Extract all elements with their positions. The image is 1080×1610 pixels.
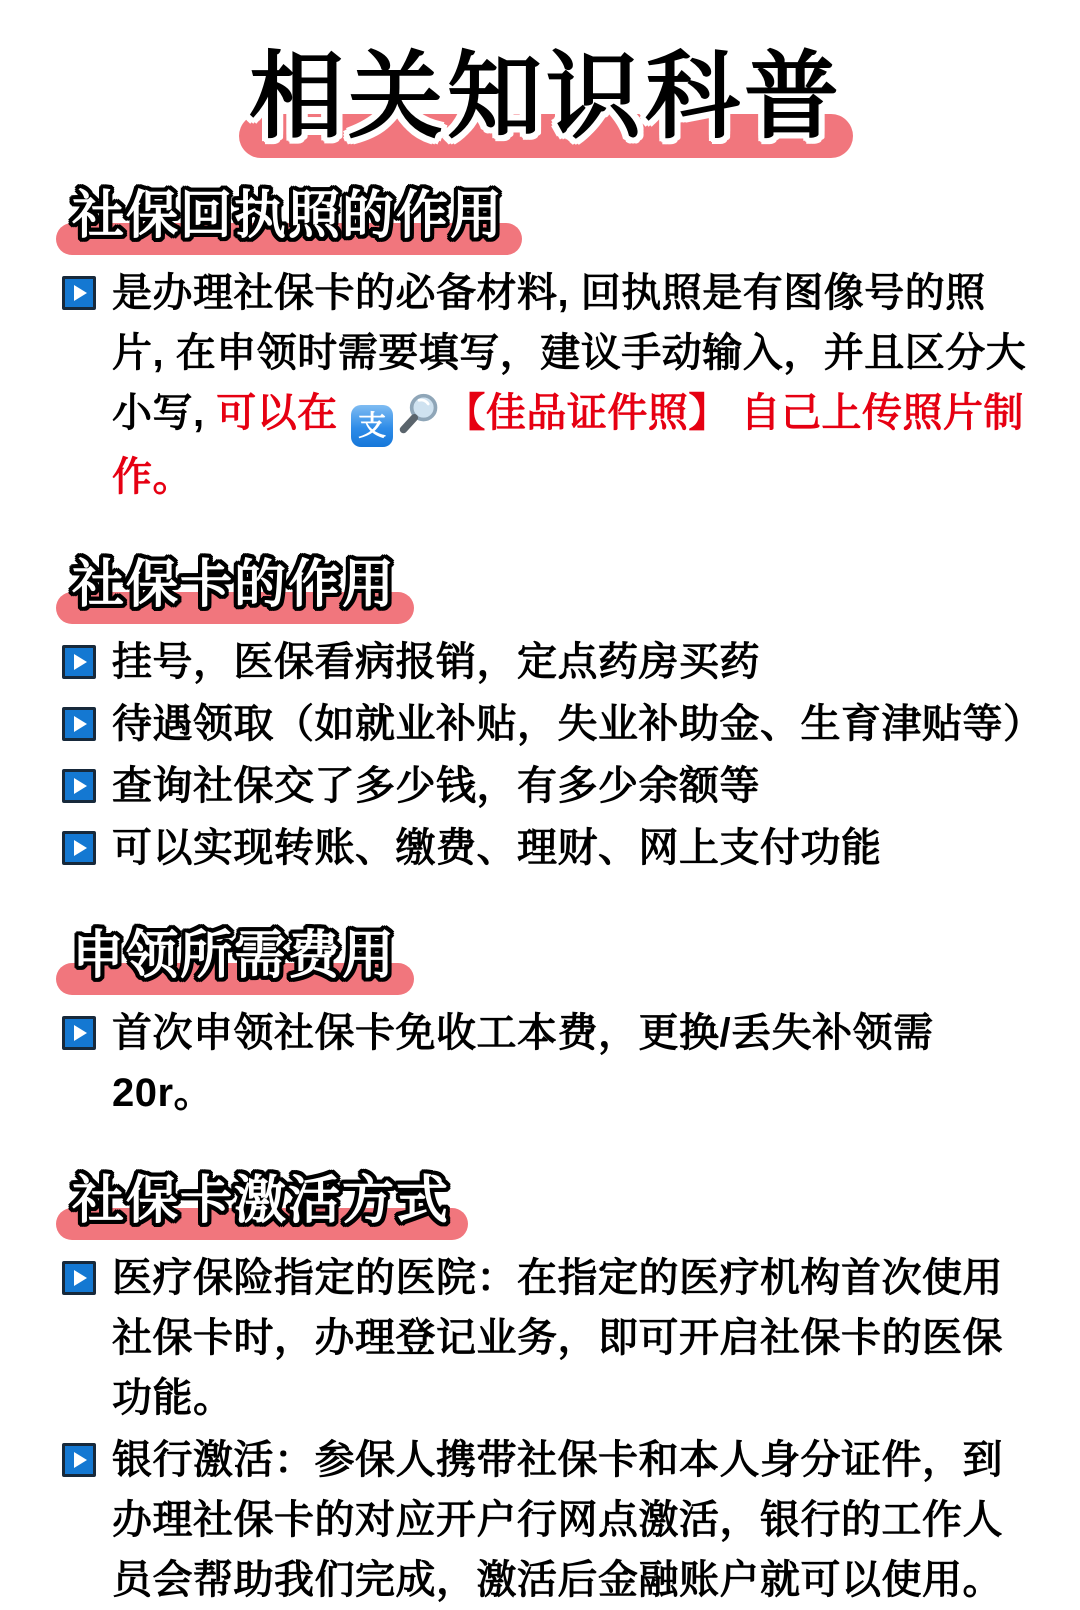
play-triangle-shape — [74, 654, 87, 670]
play-bullet-icon — [62, 769, 96, 803]
bullet-list — [60, 1003, 1032, 1123]
item-text — [112, 694, 1044, 754]
section-activation-methods — [60, 1169, 1032, 1610]
list-item — [60, 756, 1032, 816]
text-segment: 待遇领取（如就业补贴，失业补助金、生育津贴等） — [112, 701, 1044, 746]
play-triangle-shape — [74, 778, 87, 794]
play-bullet-icon — [62, 1443, 96, 1477]
title-block — [60, 36, 1032, 160]
list-item — [60, 632, 1032, 692]
list-item — [60, 263, 1032, 507]
sections-container — [60, 184, 1044, 1610]
section-heading: 社保回执照的作用 — [72, 184, 504, 249]
highlight-red-text: 可以在 — [216, 390, 350, 435]
item-text — [112, 632, 760, 692]
play-triangle-shape — [74, 1025, 87, 1041]
item-text — [112, 1430, 1032, 1610]
alipay-icon: 支 — [351, 405, 393, 447]
text-segment: 首次申领社保卡免收工本费，更换/丢失补领需20r。 — [112, 1010, 934, 1115]
page-title: 相关知识科普 — [249, 36, 843, 160]
list-item — [60, 694, 1044, 754]
item-text — [112, 1248, 1032, 1428]
list-item — [60, 1430, 1032, 1610]
text-segment: 可以实现转账、缴费、理财、网上支付功能 — [112, 825, 882, 870]
magnifier-icon — [397, 392, 441, 436]
play-triangle-shape — [74, 1270, 87, 1286]
play-bullet-icon — [62, 1261, 96, 1295]
highlight-red-text: 【佳品证件照】 自己上传照片制作。 — [112, 390, 1024, 499]
item-text — [112, 1003, 1032, 1123]
section-heading: 申领所需费用 — [72, 924, 396, 989]
text-segment: 是办理社保卡的必备材料, 回执照是有图像号的照片, 在申领时需要填写，建议手动输入，并且区分大小写, — [112, 270, 1027, 435]
play-bullet-icon — [62, 1016, 96, 1050]
list-item — [60, 818, 1032, 878]
list-item — [60, 1248, 1032, 1428]
play-bullet-icon — [62, 645, 96, 679]
text-segment: 医疗保险指定的医院：在指定的医疗机构首次使用社保卡时，办理登记业务，即可开启社保卡的医保功能。 — [112, 1255, 1003, 1420]
text-segment: 查询社保交了多少钱，有多少余额等 — [112, 763, 760, 808]
bullet-list — [60, 632, 1044, 878]
section-heading-row — [60, 1169, 1032, 1234]
play-triangle-shape — [74, 716, 87, 732]
play-triangle-shape — [74, 1452, 87, 1468]
item-text — [112, 818, 882, 878]
section-application-fee — [60, 924, 1032, 1123]
section-card-purpose — [60, 553, 1044, 878]
play-triangle-shape — [74, 285, 87, 301]
section-heading-row — [60, 184, 1032, 249]
section-receipt-photo-purpose — [60, 184, 1032, 507]
section-heading: 社保卡的作用 — [72, 553, 396, 618]
item-text — [112, 263, 1032, 507]
play-bullet-icon — [62, 276, 96, 310]
bullet-list — [60, 263, 1032, 507]
bullet-list — [60, 1248, 1032, 1610]
list-item — [60, 1003, 1032, 1123]
play-triangle-shape — [74, 840, 87, 856]
play-bullet-icon — [62, 831, 96, 865]
section-heading-row — [60, 553, 1032, 618]
text-segment: 银行激活：参保人携带社保卡和本人身分证件，到办理社保卡的对应开户行网点激活，银行的工作人员会帮助我们完成，激活后金融账户就可以使用。 — [112, 1437, 1003, 1602]
section-heading: 社保卡激活方式 — [72, 1169, 450, 1234]
play-bullet-icon — [62, 707, 96, 741]
item-text — [112, 756, 760, 816]
text-segment: 挂号，医保看病报销，定点药房买药 — [112, 639, 760, 684]
section-heading-row — [60, 924, 1032, 989]
